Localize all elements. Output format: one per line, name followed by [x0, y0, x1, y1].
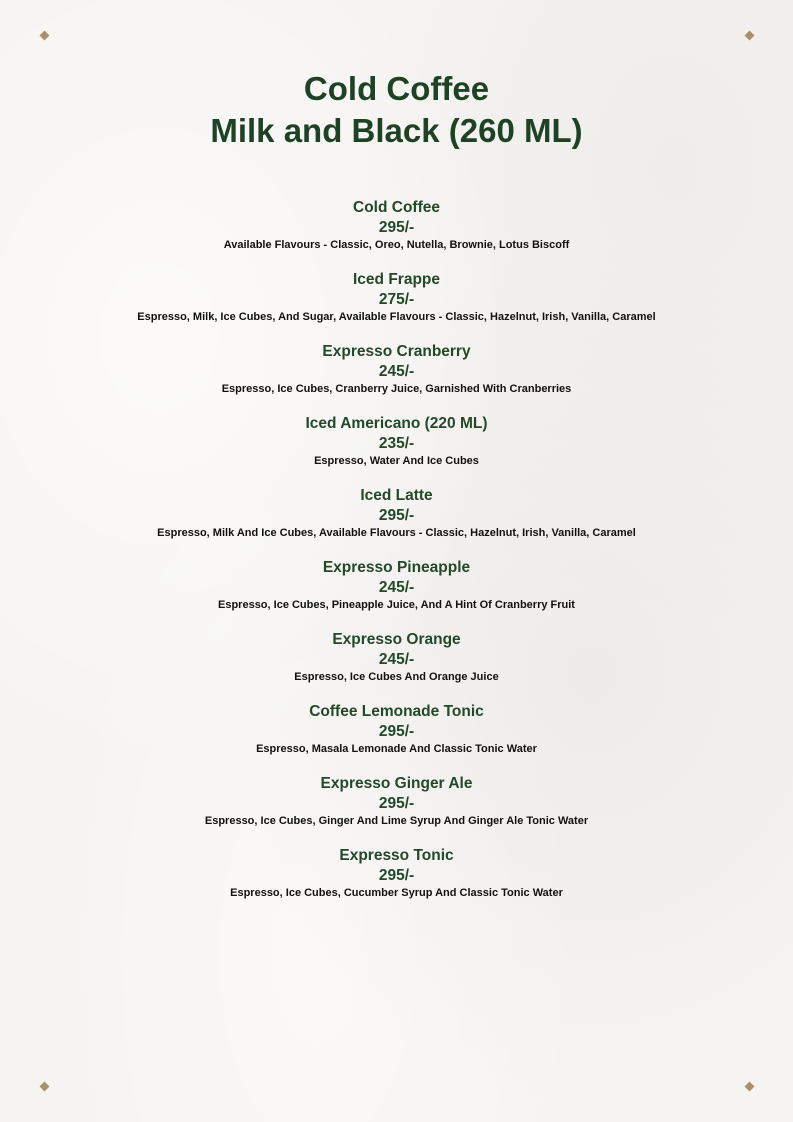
menu-item [110, 486, 683, 541]
item-price: 275/- [378, 291, 415, 308]
menu-item [110, 270, 683, 325]
item-name: Iced Americano (220 ML) [305, 415, 488, 432]
item-description: Espresso, Water And Ice Cubes [314, 455, 479, 467]
item-price: 245/- [378, 579, 415, 596]
menu-item [110, 846, 683, 901]
item-description: Available Flavours - Classic, Oreo, Nutella, Brownie, Lotus Biscoff [223, 239, 570, 251]
menu-item [110, 198, 683, 253]
item-description: Espresso, Ice Cubes, Pineapple Juice, And A Hint Of Cranberry Fruit [218, 599, 575, 611]
item-price: 295/- [378, 867, 415, 884]
item-price: 245/- [378, 363, 415, 380]
item-price: 295/- [378, 219, 415, 236]
menu-list [110, 198, 683, 901]
diamond-ornament-icon [745, 1082, 755, 1092]
item-price: 295/- [378, 507, 415, 524]
menu-item [110, 414, 683, 469]
item-name: Coffee Lemonade Tonic [309, 703, 484, 720]
item-description: Espresso, Milk, Ice Cubes, And Sugar, Available Flavours - Classic, Hazelnut, Irish, Vanilla, Caramel [137, 311, 656, 323]
item-name: Iced Frappe [353, 271, 440, 288]
item-name: Cold Coffee [353, 199, 440, 216]
item-name: Expresso Ginger Ale [320, 775, 473, 792]
item-description: Espresso, Ice Cubes, Cranberry Juice, Garnished With Cranberries [221, 383, 572, 395]
item-price: 295/- [378, 795, 415, 812]
item-name: Expresso Orange [332, 631, 461, 648]
item-description: Espresso, Ice Cubes And Orange Juice [294, 671, 499, 683]
menu-item [110, 774, 683, 829]
item-price: 235/- [378, 435, 415, 452]
menu-item [110, 342, 683, 397]
title-line-1: Cold Coffee [303, 70, 490, 107]
page-title [0, 68, 793, 152]
item-price: 245/- [378, 651, 415, 668]
item-description: Espresso, Milk And Ice Cubes, Available Flavours - Classic, Hazelnut, Irish, Vanilla, Caramel [157, 527, 636, 539]
item-name: Expresso Cranberry [322, 343, 471, 360]
diamond-ornament-icon [745, 31, 755, 41]
item-name: Iced Latte [360, 487, 433, 504]
item-price: 295/- [378, 723, 415, 740]
menu-item [110, 558, 683, 613]
diamond-ornament-icon [40, 1082, 50, 1092]
menu-item [110, 630, 683, 685]
item-description: Espresso, Masala Lemonade And Classic Tonic Water [256, 743, 537, 755]
menu-item [110, 702, 683, 757]
item-name: Expresso Pineapple [322, 559, 471, 576]
item-description: Espresso, Ice Cubes, Ginger And Lime Syrup And Ginger Ale Tonic Water [204, 815, 589, 827]
item-description: Espresso, Ice Cubes, Cucumber Syrup And Classic Tonic Water [230, 887, 563, 899]
title-line-2: Milk and Black (260 ML) [210, 112, 583, 149]
item-name: Expresso Tonic [339, 847, 454, 864]
diamond-ornament-icon [40, 31, 50, 41]
